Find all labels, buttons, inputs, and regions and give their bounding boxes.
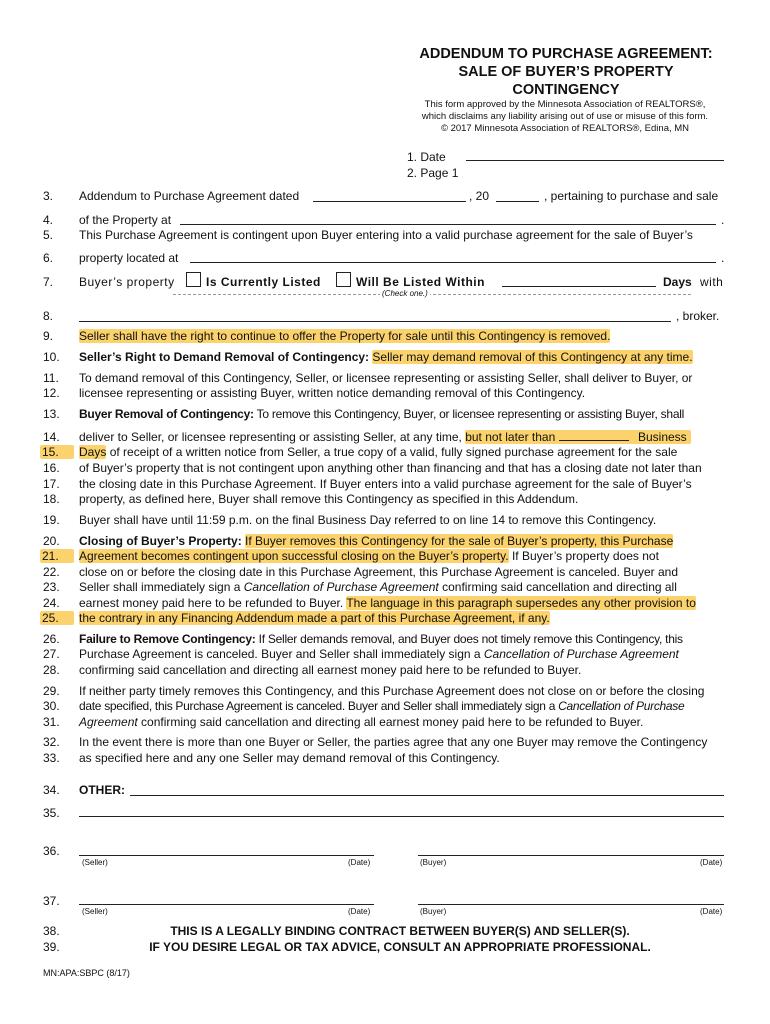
line-31-text <box>79 715 643 729</box>
date-caption: (Date) <box>348 858 371 867</box>
line-number: 30. <box>43 699 60 713</box>
line-number: 22. <box>43 565 60 579</box>
line-22-text: close on or before the closing date in this Purchase Agreement, this Purchase Agreement is canceled. Buyer and <box>79 565 679 579</box>
line-18-text: property, as defined here, Buyer shall remove this Contingency as specified in this Addendum. <box>79 492 579 506</box>
line-6-end: . <box>721 251 725 265</box>
line-7-text-a: Buyer’s property <box>79 275 175 289</box>
line-16-text: of Buyer’s property that is not contingent upon anything other than financing and that has a closing date not later than <box>79 461 702 475</box>
line-number: 12. <box>43 386 60 400</box>
line-27-body: Purchase Agreement is canceled. Buyer and Seller shall immediately sign a <box>79 647 481 661</box>
line-8-text: , broker. <box>676 309 720 323</box>
highlight-text: but not later than <box>465 430 556 444</box>
line-number: 9. <box>43 329 54 343</box>
title-line-3: CONTINGENCY <box>512 82 620 98</box>
line-number: 24. <box>43 596 60 610</box>
line-3-text-a: Addendum to Purchase Agreement dated <box>79 189 300 203</box>
page-label: 2. Page 1 <box>407 166 459 180</box>
line-14-body: deliver to Seller, or licensee representing or assisting Seller, at any time, <box>79 430 462 444</box>
line-number: 37. <box>43 894 60 908</box>
line-number: 36. <box>43 844 60 858</box>
line-number: 39. <box>43 940 60 954</box>
check-one-note: (Check one.) <box>382 289 428 298</box>
highlight: Agreement becomes contingent upon successful closing on the Buyer’s property. <box>79 549 509 563</box>
approval-line-2: which disclaims any liability arising out of use or misuse of this form. <box>421 111 709 122</box>
section-heading: Buyer Removal of Contingency: <box>79 407 254 421</box>
line-29-text: If neither party timely removes this Contingency, and this Purchase Agreement does not close on or before the closing <box>79 684 705 698</box>
line-27-text <box>79 647 679 661</box>
agreement-date-field[interactable] <box>313 201 466 202</box>
highlight: If Buyer removes this Contingency for the sale of Buyer’s property, this Purchase <box>245 534 674 548</box>
line-3-text-c: , pertaining to purchase and sale <box>544 189 719 203</box>
line-33-text: as specified here and any one Seller may demand removal of this Contingency. <box>79 751 500 765</box>
line-28-text: confirming said cancellation and directing all earnest money paid here to be refunded to Buyer. <box>79 663 582 677</box>
approval-line-1: This form approved by the Minnesota Association of REALTORS®, <box>424 99 706 110</box>
line-number: 10. <box>43 350 60 364</box>
line-17-text: the closing date in this Purchase Agreement. If Buyer enters into a valid purchase agreement for the sale of Buyer’s <box>79 477 692 491</box>
line-12-text: licensee representing or assisting Buyer, written notice demanding removal of this Contingency. <box>79 386 586 400</box>
highlight: Seller may demand removal of this Contingency at any time. <box>372 350 693 364</box>
currently-listed-label: Is Currently Listed <box>206 275 321 289</box>
highlight: the contrary in any Financing Addendum made a part of this Purchase Agreement, if any. <box>79 611 550 625</box>
section-heading: Failure to Remove Contingency: <box>79 632 256 646</box>
line-21-body: If Buyer’s property does not <box>511 549 659 563</box>
line-31-body: confirming said cancellation and directing all earnest money paid here to be refunded to Buyer. <box>141 715 644 729</box>
line-number: 21. <box>40 549 74 563</box>
line-number: 16. <box>43 461 60 475</box>
seller-signature-field-2[interactable] <box>79 904 374 905</box>
line-number: 20. <box>43 534 60 548</box>
buyer-signature-field-2[interactable] <box>418 904 724 905</box>
form-reference: Cancellation of Purchase <box>558 699 685 713</box>
line-14-text <box>79 430 691 444</box>
other-field-2[interactable] <box>79 816 724 817</box>
highlight <box>465 430 690 444</box>
legal-advice-notice: IF YOU DESIRE LEGAL OR TAX ADVICE, CONSULT AN APPROPRIATE PROFESSIONAL. <box>149 940 651 954</box>
buyer-property-address-field[interactable] <box>190 262 716 263</box>
line-10-text <box>79 350 693 364</box>
line-number: 17. <box>43 477 60 491</box>
line-19-text: Buyer shall have until 11:59 p.m. on the final Business Day referred to on line 14 to remove this Contingency. <box>79 513 657 527</box>
seller-caption: (Seller) <box>82 907 108 916</box>
date-caption: (Date) <box>700 907 723 916</box>
date-caption: (Date) <box>700 858 723 867</box>
line-32-text: In the event there is more than one Buyer or Seller, the parties agree that any one Buyer may remove the Contingency <box>79 735 708 749</box>
line-23-body: Seller shall immediately sign a <box>79 580 241 594</box>
title-line-1: ADDENDUM TO PURCHASE AGREEMENT: <box>419 46 713 62</box>
highlight-text: Business <box>637 430 687 444</box>
line-number: 7. <box>43 275 54 289</box>
line-number: 14. <box>43 430 60 444</box>
line-number: 26. <box>43 632 60 646</box>
line-number: 27. <box>43 647 60 661</box>
broker-field[interactable] <box>79 321 671 322</box>
line-number: 5. <box>43 228 54 242</box>
line-number: 31. <box>43 715 60 729</box>
date-label: 1. Date <box>407 150 446 164</box>
buyer-caption: (Buyer) <box>420 858 447 867</box>
binding-contract-notice: THIS IS A LEGALLY BINDING CONTRACT BETWEEN BUYER(S) AND SELLER(S). <box>170 924 630 938</box>
line-25-text <box>79 611 550 625</box>
line-21-text <box>79 549 659 563</box>
approval-line-3: © 2017 Minnesota Association of REALTORS®, Edina, MN <box>440 123 690 134</box>
line-30-text <box>79 699 684 713</box>
form-reference: Cancellation of Purchase Agreement <box>483 647 679 661</box>
date-field[interactable] <box>466 160 724 161</box>
line-4-text: of the Property at <box>79 213 172 227</box>
line-9-text <box>79 329 610 343</box>
line-number: 32. <box>43 735 60 749</box>
other-label: OTHER: <box>79 783 125 797</box>
line-number: 29. <box>43 684 60 698</box>
line-number: 3. <box>43 189 54 203</box>
line-15-text <box>79 445 677 459</box>
currently-listed-checkbox[interactable] <box>186 272 201 290</box>
other-field[interactable] <box>130 795 724 796</box>
title-line-2: SALE OF BUYER’S PROPERTY <box>458 64 674 80</box>
line-20-text <box>79 534 673 548</box>
buyer-caption: (Buyer) <box>420 907 447 916</box>
line-5-text: This Purchase Agreement is contingent upon Buyer entering into a valid purchase agreement for the sale of Buyer’s <box>79 228 693 242</box>
line-13-text <box>79 407 684 421</box>
line-number: 6. <box>43 251 54 265</box>
seller-caption: (Seller) <box>82 858 108 867</box>
will-be-listed-checkbox[interactable] <box>336 272 351 290</box>
line-number: 23. <box>43 580 60 594</box>
line-number: 4. <box>43 213 54 227</box>
line-number: 15. <box>40 445 74 459</box>
line-number: 18. <box>43 492 60 506</box>
line-3-text-b: , 20 <box>469 189 490 203</box>
section-heading: Closing of Buyer’s Property: <box>79 534 242 548</box>
highlight: The language in this paragraph supersedes any other provision to <box>346 596 696 610</box>
line-number: 8. <box>43 309 54 323</box>
highlight: Days <box>79 445 107 459</box>
line-23-body: confirming said cancellation and directing all <box>442 580 677 594</box>
line-30-body: date specified, this Purchase Agreement is canceled. Buyer and Seller shall immediately sign a <box>79 699 556 713</box>
check-one-rule <box>173 294 691 295</box>
line-11-text: To demand removal of this Contingency, Seller, or licensee representing or assisting Seller, shall deliver to Buyer, or <box>79 371 693 385</box>
listing-days-field[interactable] <box>502 286 656 287</box>
form-reference: Agreement <box>79 715 138 729</box>
will-be-listed-label: Will Be Listed Within <box>356 275 485 289</box>
agreement-year-field[interactable] <box>496 201 539 202</box>
line-24-body: earnest money paid here to be refunded to Buyer. <box>79 596 344 610</box>
date-caption: (Date) <box>348 907 371 916</box>
line-number: 28. <box>43 663 60 677</box>
property-address-field[interactable] <box>180 224 716 225</box>
line-26-body: If Seller demands removal, and Buyer does not timely remove this Contingency, this <box>258 632 683 646</box>
line-24-text <box>79 596 696 610</box>
seller-signature-field[interactable] <box>79 855 374 856</box>
section-heading: Seller’s Right to Demand Removal of Contingency: <box>79 350 370 364</box>
line-15-body: of receipt of a written notice from Seller, a true copy of a valid, fully signed purchase agreement for the sale <box>109 445 678 459</box>
with-label: with <box>700 275 724 289</box>
days-label: Days <box>663 275 692 289</box>
line-23-text <box>79 580 677 594</box>
line-13-body: To remove this Contingency, Buyer, or licensee representing or assisting Buyer, shall <box>256 407 685 421</box>
form-reference: Cancellation of Purchase Agreement <box>243 580 439 594</box>
line-number: 11. <box>43 371 59 385</box>
line-number: 38. <box>43 924 60 938</box>
buyer-signature-field[interactable] <box>418 855 724 856</box>
line-4-end: . <box>721 213 725 227</box>
line-number: 34. <box>43 783 60 797</box>
line-number: 25. <box>40 611 74 625</box>
form-id: MN:APA:SBPC (8/17) <box>43 968 130 978</box>
line-26-text <box>79 632 683 646</box>
business-days-field[interactable] <box>559 440 629 441</box>
line-number: 35. <box>43 806 60 820</box>
highlight: Seller shall have the right to continue to offer the Property for sale until this Contingency is removed. <box>79 329 611 343</box>
line-number: 19. <box>43 513 60 527</box>
line-number: 13. <box>43 407 60 421</box>
line-number: 33. <box>43 751 60 765</box>
line-6-text: property located at <box>79 251 179 265</box>
